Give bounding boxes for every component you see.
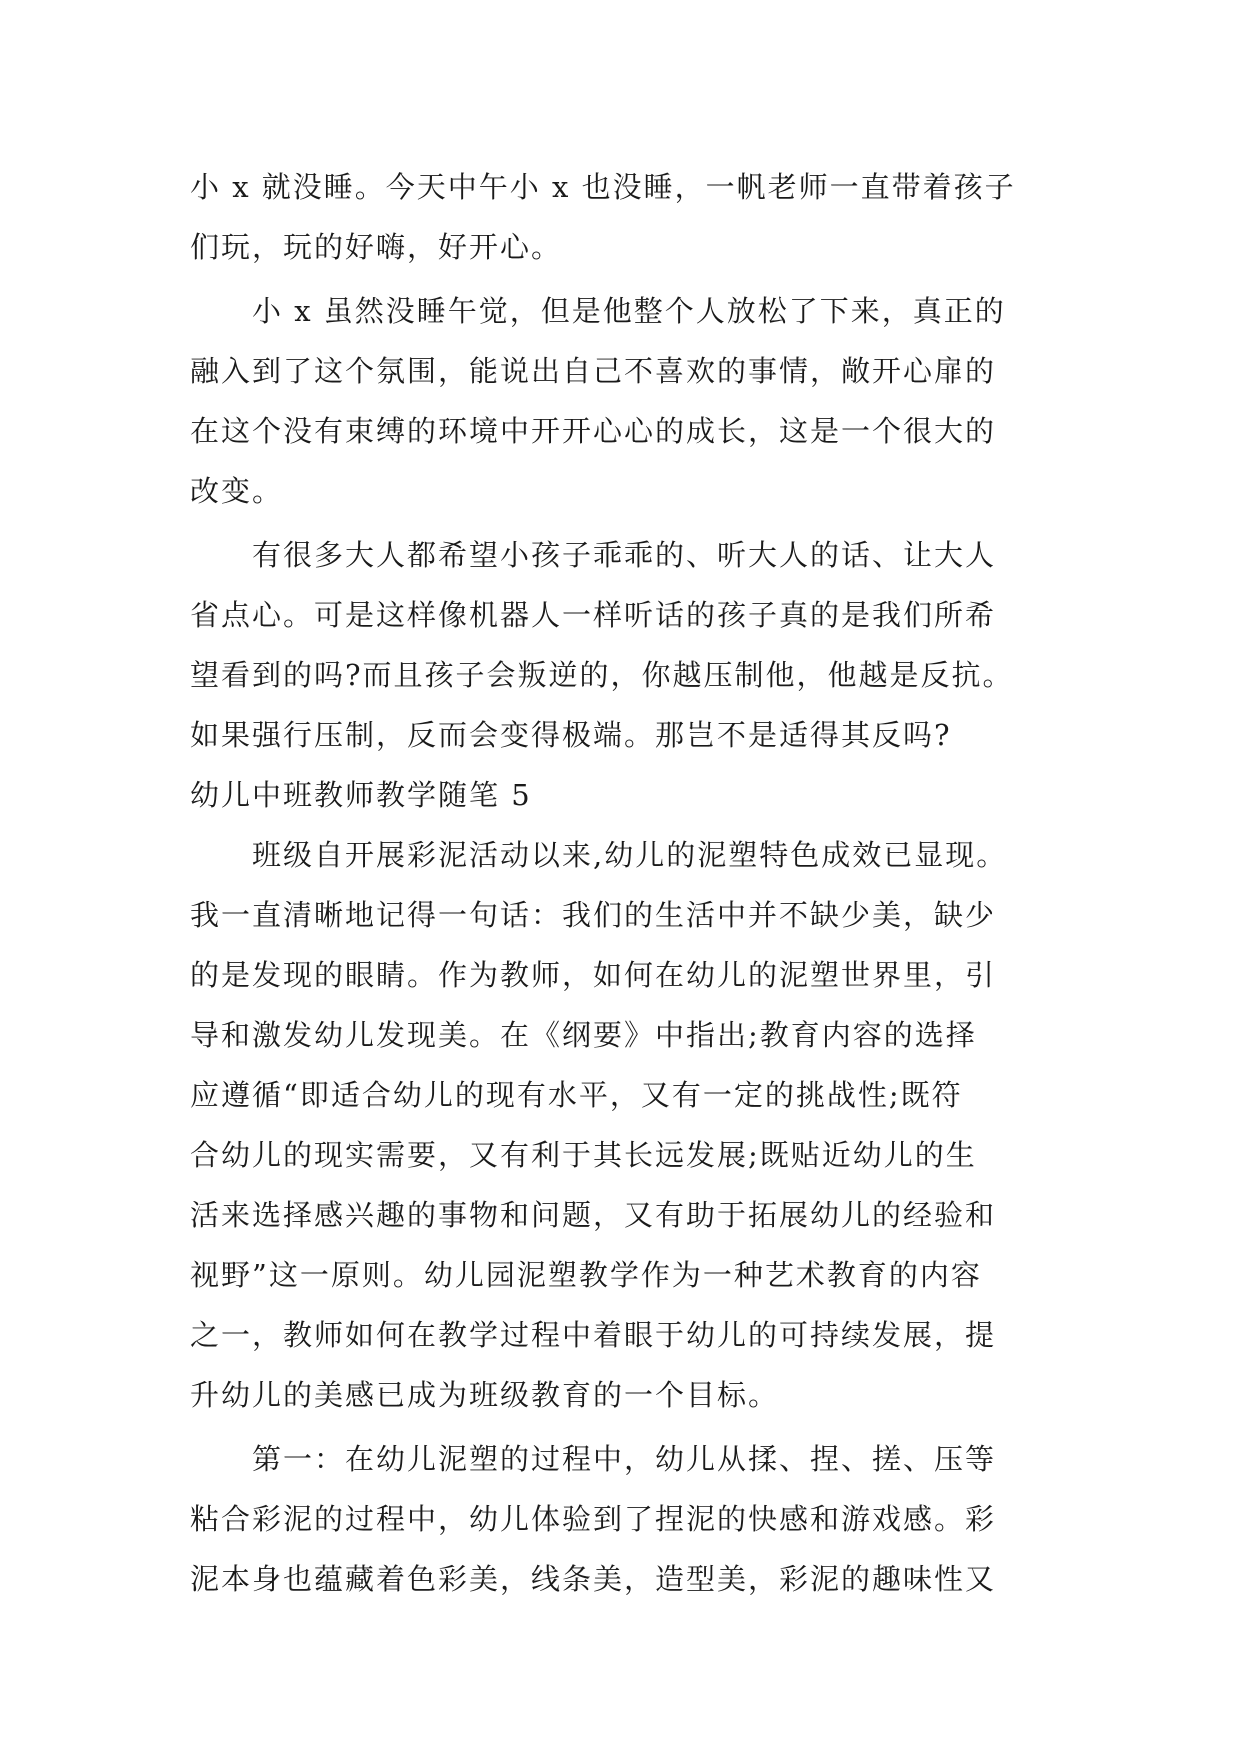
paragraph-first-line: 第一：在幼儿泥塑的过程中，幼儿从揉、捏、搓、压等 (252, 1442, 997, 1476)
paragraph-first-line: 小 x 虽然没睡午觉，但是他整个人放松了下来，真正的 (252, 294, 1006, 328)
text-line: 视野”这一原则。幼儿园泥塑教学作为一种艺术教育的内容 (190, 1258, 982, 1292)
text-line: 改变。 (190, 474, 284, 508)
section-heading: 幼儿中班教师教学随笔 5 (190, 778, 532, 812)
text-line: 导和激发幼儿发现美。在《纲要》中指出;教育内容的选择 (190, 1018, 977, 1052)
text-line: 合幼儿的现实需要，又有利于其长远发展;既贴近幼儿的生 (190, 1138, 977, 1172)
text-line: 升幼儿的美感已成为班级教育的一个目标。 (190, 1378, 780, 1412)
text-line: 泥本身也蕴藏着色彩美，线条美，造型美，彩泥的趣味性又 (190, 1562, 997, 1596)
text-line: 们玩，玩的好嗨，好开心。 (190, 230, 563, 264)
text-line: 粘合彩泥的过程中，幼儿体验到了捏泥的快感和游戏感。彩 (190, 1502, 997, 1536)
text-line: 如果强行压制，反而会变得极端。那岂不是适得其反吗? (190, 718, 952, 752)
text-line: 小 x 就没睡。今天中午小 x 也没睡，一帆老师一直带着孩子 (190, 170, 1016, 204)
text-line: 我一直清晰地记得一句话：我们的生活中并不缺少美，缺少 (190, 898, 997, 932)
text-line: 融入到了这个氛围，能说出自己不喜欢的事情，敞开心扉的 (190, 354, 997, 388)
text-line: 省点心。可是这样像机器人一样听话的孩子真的是我们所希 (190, 598, 997, 632)
text-line: 望看到的吗?而且孩子会叛逆的，你越压制他，他越是反抗。 (190, 658, 1014, 692)
text-line: 应遵循“即适合幼儿的现有水平，又有一定的挑战性;既符 (190, 1078, 963, 1112)
paragraph-first-line: 班级自开展彩泥活动以来,幼儿的泥塑特色成效已显现。 (252, 838, 1008, 872)
text-line: 在这个没有束缚的环境中开开心心的成长，这是一个很大的 (190, 414, 997, 448)
text-line: 活来选择感兴趣的事物和问题，又有助于拓展幼儿的经验和 (190, 1198, 997, 1232)
paragraph-first-line: 有很多大人都希望小孩子乖乖的、听大人的话、让大人 (252, 538, 997, 572)
text-line: 的是发现的眼睛。作为教师，如何在幼儿的泥塑世界里，引 (190, 958, 997, 992)
document-body (190, 157, 1060, 1609)
text-line: 之一，教师如何在教学过程中着眼于幼儿的可持续发展，提 (190, 1318, 997, 1352)
